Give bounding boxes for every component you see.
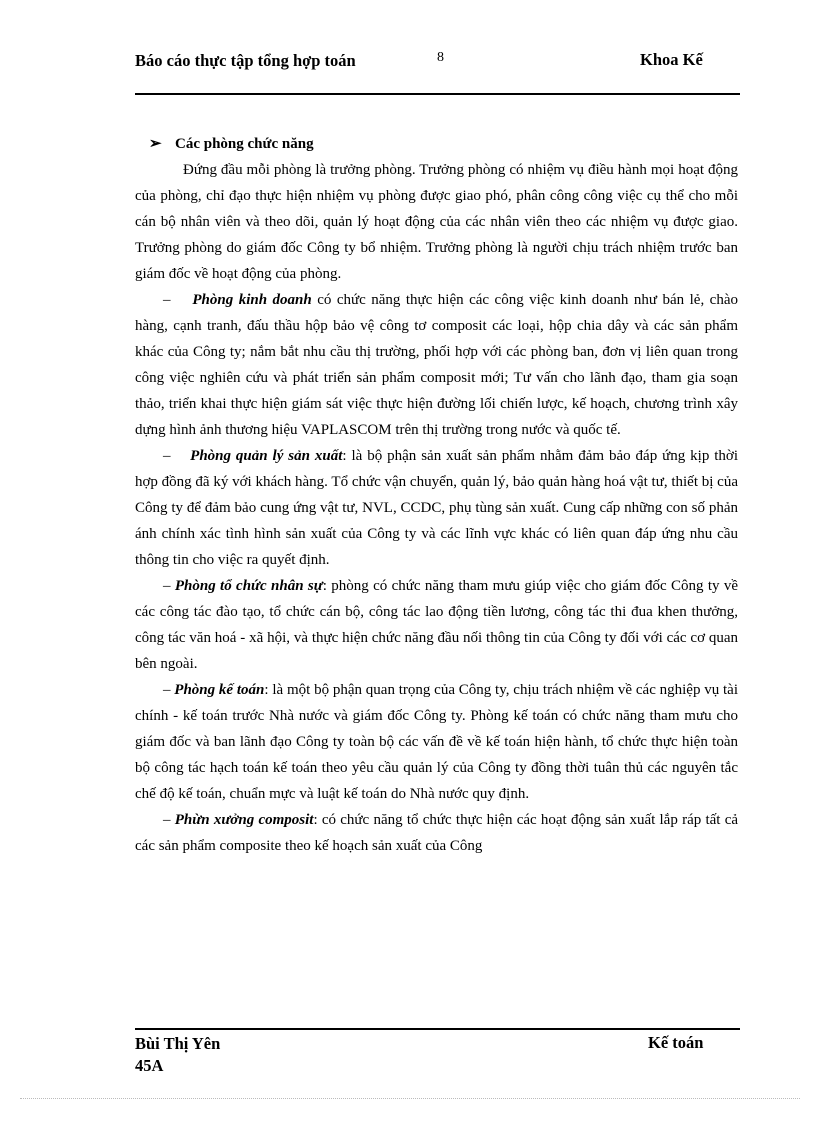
header-right-title: Khoa Kế [640, 50, 703, 69]
section-heading [135, 131, 738, 157]
intro-paragraph: Đứng đầu mỗi phòng là trưởng phòng. Trưởng phòng có nhiệm vụ điều hành mọi hoạt động của phòng, chỉ đạo thực hiện nhiệm vụ phòng được giao phó, phân công công việc cụ thể cho mỗi cán bộ nhân viên và theo dõi, quản lý hoạt động của các nhân viên theo các nhiệm vụ được giao. Trưởng phòng do giám đốc Công ty bổ nhiệm. Trưởng phòng là người chịu trách nhiệm trước ban giám đốc về hoạt động của phòng. [135, 162, 738, 282]
text-ke-toan: : là một bộ phận quan trọng của Công ty, chịu trách nhiệm về các nghiệp vụ tài chính - kế toán trước Nhà nước và giám đốc Công ty. Phòng kế toán có chức năng tham mưu cho giám đốc và ban lãnh đạo Công ty toàn bộ các vấn đề về kế toán hiện hành, tổ chức thực hiện toàn bộ công tác hạch toán kế toán theo yêu cầu quản lý của Công ty đồng thời tuân thủ các nguyên tắc chế độ kế toán, chuẩn mực và luật kế toán do Nhà nước quy định. [135, 682, 739, 802]
text-phan-xuong-composit: : có chức năng tổ chức thực hiện các hoạt động sản xuất lắp ráp tất cả các sản phẩm composite theo kế hoạch sản xuất của Công [135, 812, 739, 854]
dash-bullet: – [163, 812, 171, 828]
paragraph-quan-ly-san-xuat [135, 443, 738, 573]
page-bottom-dotted-line [20, 1098, 800, 1099]
page-number: 8 [437, 50, 444, 65]
text-to-chuc-nhan-su: : phòng có chức năng tham mưu giúp việc cho giám đốc Công ty về các công tác đào tạo, tổ chức cán bộ, công tác lao động tiền lương, công tác thi đua khen thưởng, công tác văn hoá - xã hội, và thực hiện chức năng đầu nối thông tin của Công ty đối với các cơ quan bên ngoài. [135, 578, 738, 672]
footer-department: Kế toán [648, 1033, 704, 1052]
term-quan-ly-san-xuat: Phòng quản lý sản xuất [190, 448, 343, 464]
text-kinh-doanh: có chức năng thực hiện các công việc kinh doanh như bán lẻ, chào hàng, cạnh tranh, đấu thầu hộp bảo vệ công tơ composit các loại, hộp chia dây và các sản phẩm khác của Công ty; nắm bắt nhu cầu thị trường, phối hợp với các phòng ban, đơn vị liên quan trong công việc nghiên cứu và phát triển sản phẩm composit mới; Tư vấn cho lãnh đạo, tham gia soạn thảo, triển khai thực hiện giám sát việc thực hiện đường lối chiến lược, kế hoạch, chương trình xây dựng hình ảnh thương hiệu VAPLASCOM trên thị trường trong nước và quốc tế. [135, 292, 738, 438]
term-phan-xuong-composit: Phừn xưởng composit [174, 812, 314, 828]
paragraph-kinh-doanh [135, 287, 738, 443]
footer-rule [135, 1028, 740, 1030]
paragraph-phan-xuong-composit [135, 807, 738, 859]
arrow-bullet-icon: ➢ [149, 136, 162, 152]
paragraph-to-chuc-nhan-su [135, 573, 738, 677]
term-kinh-doanh: Phòng kinh doanh [192, 292, 312, 308]
dash-bullet: – [163, 448, 171, 464]
page-body [135, 131, 738, 859]
paragraph-ke-toan [135, 677, 738, 807]
dash-bullet: – [163, 578, 171, 594]
dash-bullet: – [163, 292, 171, 308]
term-ke-toan: Phòng kế toán [174, 682, 265, 698]
header-left-title: Báo cáo thực tập tổng hợp toán [135, 51, 356, 70]
text-quan-ly-san-xuat: : là bộ phận sản xuất sản phẩm nhằm đảm bảo đáp ứng kịp thời hợp đồng đã ký với khách hàng. Tổ chức vận chuyển, quản lý, bảo quản hàng hoá vật tư, thiết bị của Công ty để đảm bảo cung ứng vật tư, NVL, CCDC, phụ tùng sản xuất. Cung cấp những con số phản ánh chính xác tình hình sản xuất của Công ty và các lĩnh vực khác có liên quan đáp ứng nhu cầu thông tin cho việc ra quyết định. [135, 448, 739, 568]
term-to-chuc-nhan-su: Phòng tổ chức nhân sự [174, 578, 323, 594]
section-heading-text: Các phòng chức năng [175, 136, 314, 152]
dash-bullet: – [163, 682, 171, 698]
footer-author: Bùi Thị Yên 45A [135, 1034, 221, 1075]
header-rule [135, 93, 740, 95]
